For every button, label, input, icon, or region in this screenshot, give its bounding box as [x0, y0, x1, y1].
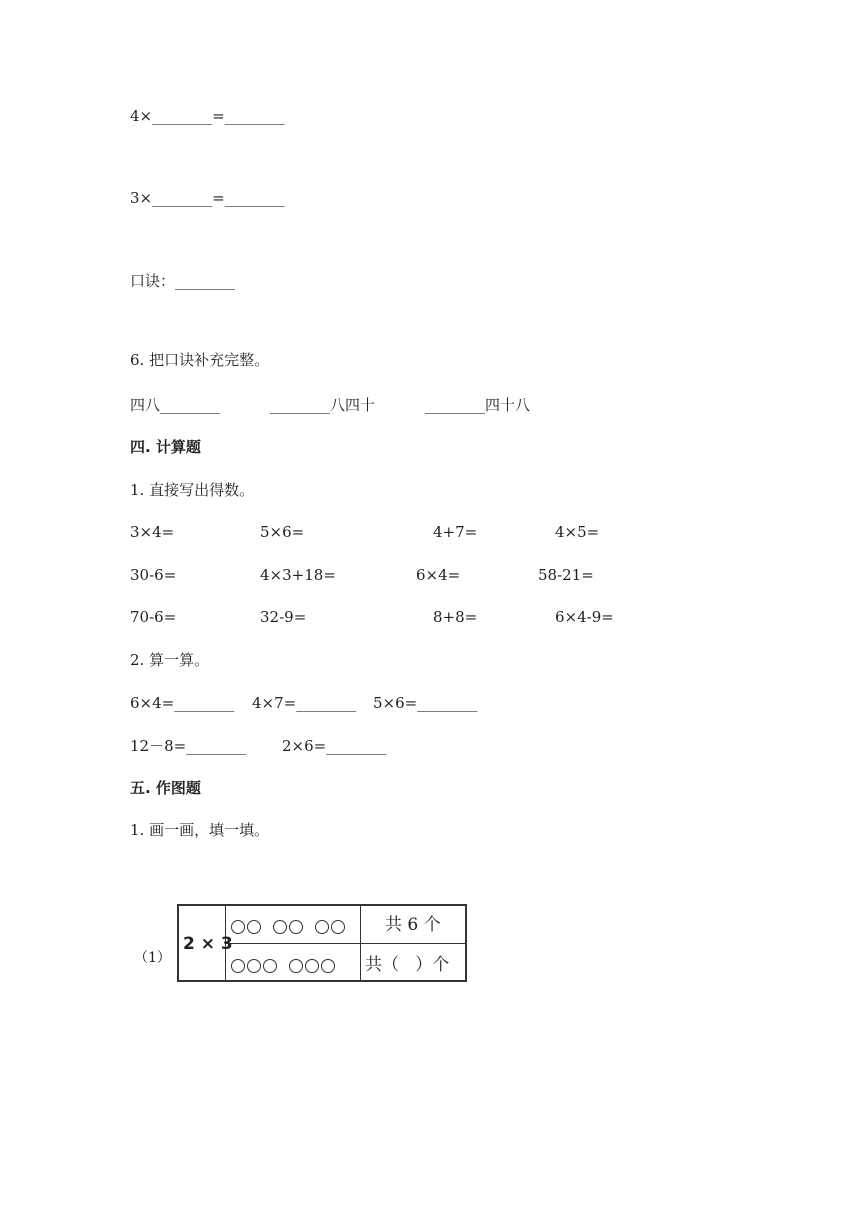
line-koujue: 口诀：________ [130, 272, 236, 290]
q2-item: 6×4=________ [130, 694, 235, 712]
calc-cell: 32-9= [260, 608, 307, 626]
calc-cell: 58-21= [538, 566, 594, 584]
q1-title: 1. 直接写出得数。 [130, 481, 255, 499]
q2-item: 5×6=________ [373, 694, 478, 712]
circle-group [231, 956, 279, 974]
q2-item: 2×6=________ [282, 737, 387, 755]
grouping-table [177, 904, 467, 982]
circle-icon [289, 920, 303, 934]
circle-group [273, 917, 305, 935]
circle-icon [247, 959, 261, 973]
section-4-title: 四. 计算题 [130, 438, 201, 456]
calc-cell: 4+7= [433, 523, 478, 541]
circle-icon [273, 920, 287, 934]
calc-cell: 6×4-9= [555, 608, 614, 626]
q5-1-title: 1. 画一画，填一填。 [130, 821, 270, 839]
q2-item: 4×7=________ [252, 694, 357, 712]
circle-icon [321, 959, 335, 973]
q6-item-b: ________八四十 [270, 396, 376, 414]
calc-cell: 70-6= [130, 608, 177, 626]
q6-item-c: ________四十八 [425, 396, 531, 414]
circle-icon [331, 920, 345, 934]
line-3x: 3×________=________ [130, 189, 285, 207]
calc-cell: 30-6= [130, 566, 177, 584]
q2-item: 12－8=________ [130, 737, 247, 755]
row1-total: 共 6 个 [385, 915, 441, 935]
expression-cell: 2 × 3 [183, 934, 233, 954]
q2-title: 2. 算一算。 [130, 651, 210, 669]
calc-cell: 6×4= [416, 566, 461, 584]
circle-icon [231, 920, 245, 934]
circle-icon [315, 920, 329, 934]
circle-group [289, 956, 337, 974]
circle-icon [305, 959, 319, 973]
calc-cell: 8+8= [433, 608, 478, 626]
circle-icon [231, 959, 245, 973]
calc-cell: 5×6= [260, 523, 305, 541]
calc-cell: 3×4= [130, 523, 175, 541]
section-5-title: 五. 作图题 [130, 779, 201, 797]
circle-group [315, 917, 347, 935]
circle-group [231, 917, 263, 935]
figure-label: （1） [134, 950, 171, 966]
row2-total: 共（ ）个 [365, 955, 450, 975]
circle-icon [263, 959, 277, 973]
calc-cell: 4×3+18= [260, 566, 336, 584]
q6-title: 6. 把口诀补充完整。 [130, 351, 270, 369]
circle-icon [289, 959, 303, 973]
circle-icon [247, 920, 261, 934]
line-4x: 4×________=________ [130, 107, 285, 125]
q6-item-a: 四八________ [130, 396, 221, 414]
circle-row-2 [231, 956, 347, 974]
calc-cell: 4×5= [555, 523, 600, 541]
circle-row-1 [231, 917, 357, 935]
